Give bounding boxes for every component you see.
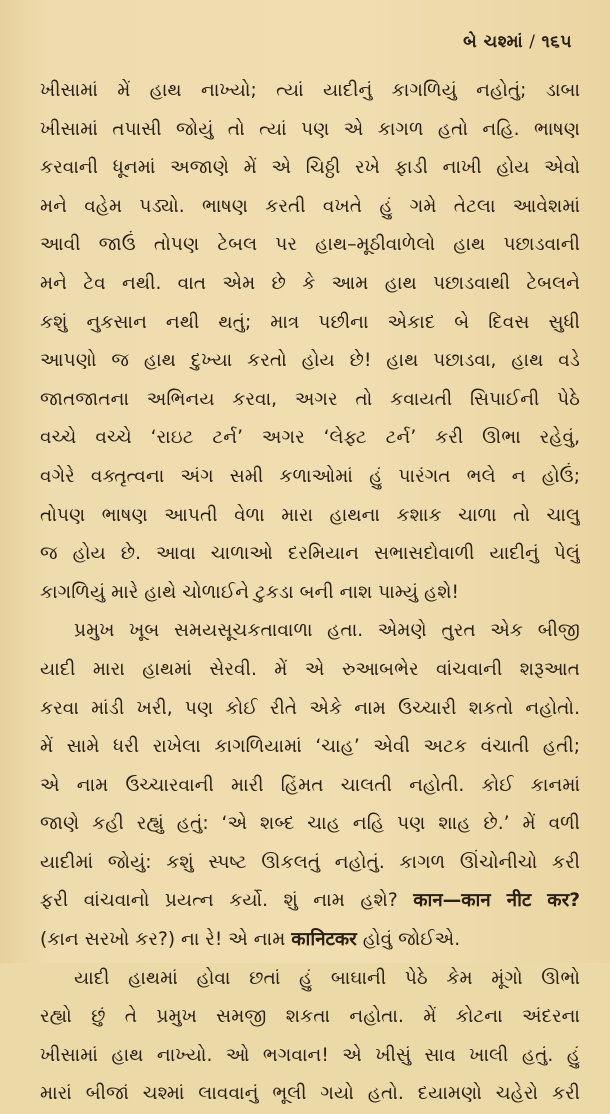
text-line: જ હોય છે. આવા ચાળાઓ દરમિયાન સભાસદોવાળી યાદીનું પેલું [40,543,580,565]
line-text: ફરી વાંચવાનો પ્રયત્ન કર્યો. શું નામ હશે? [40,890,398,912]
text-line: જાણે કહી રહ્યું હતું: ‘એ શબ્દ ચાહ નહિ પણ શાહ છે.’ મેં વળી [40,813,580,835]
text-line: ખીસામાં મેં હાથ નાખ્યો; ત્યાં યાદીનું કાગળિયું નહોતું; ડાબા [40,80,580,101]
text-line: રહ્યો છું તે પ્રમુખ સમજી શકતા નહોતા. મેં કોટના અંદરના [40,1006,580,1028]
hindi-name: कानिटकर [291,929,357,951]
text-line: તોપણ ભાષણ આપતી વેળા મારા હાથના કશાક ચાળા તો ચાલુ [40,504,580,526]
text-line: એ નામ ઉચ્ચારવાની મારી હિંમત ચાલતી નહોતી. કોઈ કાનમાં [40,774,580,796]
body-text [40,72,580,1114]
chapter-title: બે ચશ્માં [463,32,524,52]
text-line: મને વહેમ પડ્યો. ભાષણ કરતી વખતે હું ગમે તેટલા આવેશમાં [40,195,580,217]
text-line: ખીસામાં હાથ નાખ્યો. ઓ ભગવાન! એ ખીસું સાવ ખાલી હતું. હું [40,1044,580,1066]
hindi-phrase: कान—कान नीट कर? [413,890,580,912]
text-line: કરવાની ધૂનમાં અજાણે મેં એ ચિઠ્ઠી રખે ફાડી નાખી હોય એવો [40,157,580,179]
header-separator: / [529,32,536,52]
text-line: યાદીમાં જોયું: કશું સ્પષ્ટ ઊકલતું નહોતું. કાગળ ઊંચોનીચો કરી [40,851,580,873]
text-line: ખીસામાં તપાસી જોયું તો ત્યાં પણ એ કાગળ હતો નહિ. ભાષણ [40,118,580,140]
text-line: કશું નુકસાન નથી થતું; માત્ર પછીના એકાદ બે દિવસ સુધી [40,311,580,333]
line-tail: હોવું જોઈએ. [362,929,461,951]
text-line-with-hindi [40,882,580,921]
text-line: કરવા માંડી ખરી, પણ કોઈ રીતે એકે નામ ઉચ્ચારી શકતો નહોતો. [40,697,580,719]
paragraph-end-line: કાગળિયું મારે હાથે ચોળાઈને ટુકડા બની નાશ પામ્યું હશે! [40,581,460,603]
page-header [463,32,572,52]
text-line: યાદી મારા હાથમાં સેરવી. મેં એ રુઆબભેર વાંચવાની શરૂઆત [40,658,580,680]
paragraph-start-line: પ્રમુખ ખૂબ સમયસૂચકતાવાળા હતા. એમણે તુરત એક બીજી [74,620,580,642]
page-number: ૧૬૫ [541,32,572,52]
text-line: મારાં બીજાં ચશ્માં લાવવાનું ભૂલી ગયો હતો. દયામણો ચહેરો કરી [40,1083,580,1105]
line-text: (કાન સરખો કર?) ના રે! એ નામ [40,929,286,951]
text-line: આવી જાઉં તોપણ ટેબલ પર હાથ–મૂઠીવાળેલો હાથ પછાડવાની [40,234,580,256]
paragraph-end-line [40,921,580,960]
paragraph-start-line: યાદી હાથમાં હોવા છતાં હું બાઘાની પેઠે કેમ મૂંગો ઊભો [74,967,580,989]
text-line: આપણો જ હાથ દુખ્યા કરતો હોય છે! હાથ પછાડવા, હાથ વડે [40,350,580,372]
text-line: મને ટેવ નથી. વાત એમ છે કે આમ હાથ પછાડવાથી ટેબલને [40,272,580,294]
text-line: જાતજાતના અભિનય કરવા, અગર તો કવાયતી સિપાઈની પેઠે [40,388,580,410]
text-line: વચ્ચે વચ્ચે ‘રાઇટ ટર્ન’ અગર ‘લેફ્ટ ટર્ન’ કરી ઊભા રહેવું, [40,427,580,449]
text-line: વગેરે વક્તૃત્વના અંગ સમી કળાઓમાં હું પારંગત ભલે ન હોઉં; [40,465,580,487]
text-line: મેં સામે ધરી રાખેલા કાગળિયામાં ‘ચાહ’ એવી અટક વંચાતી હતી; [40,736,580,758]
